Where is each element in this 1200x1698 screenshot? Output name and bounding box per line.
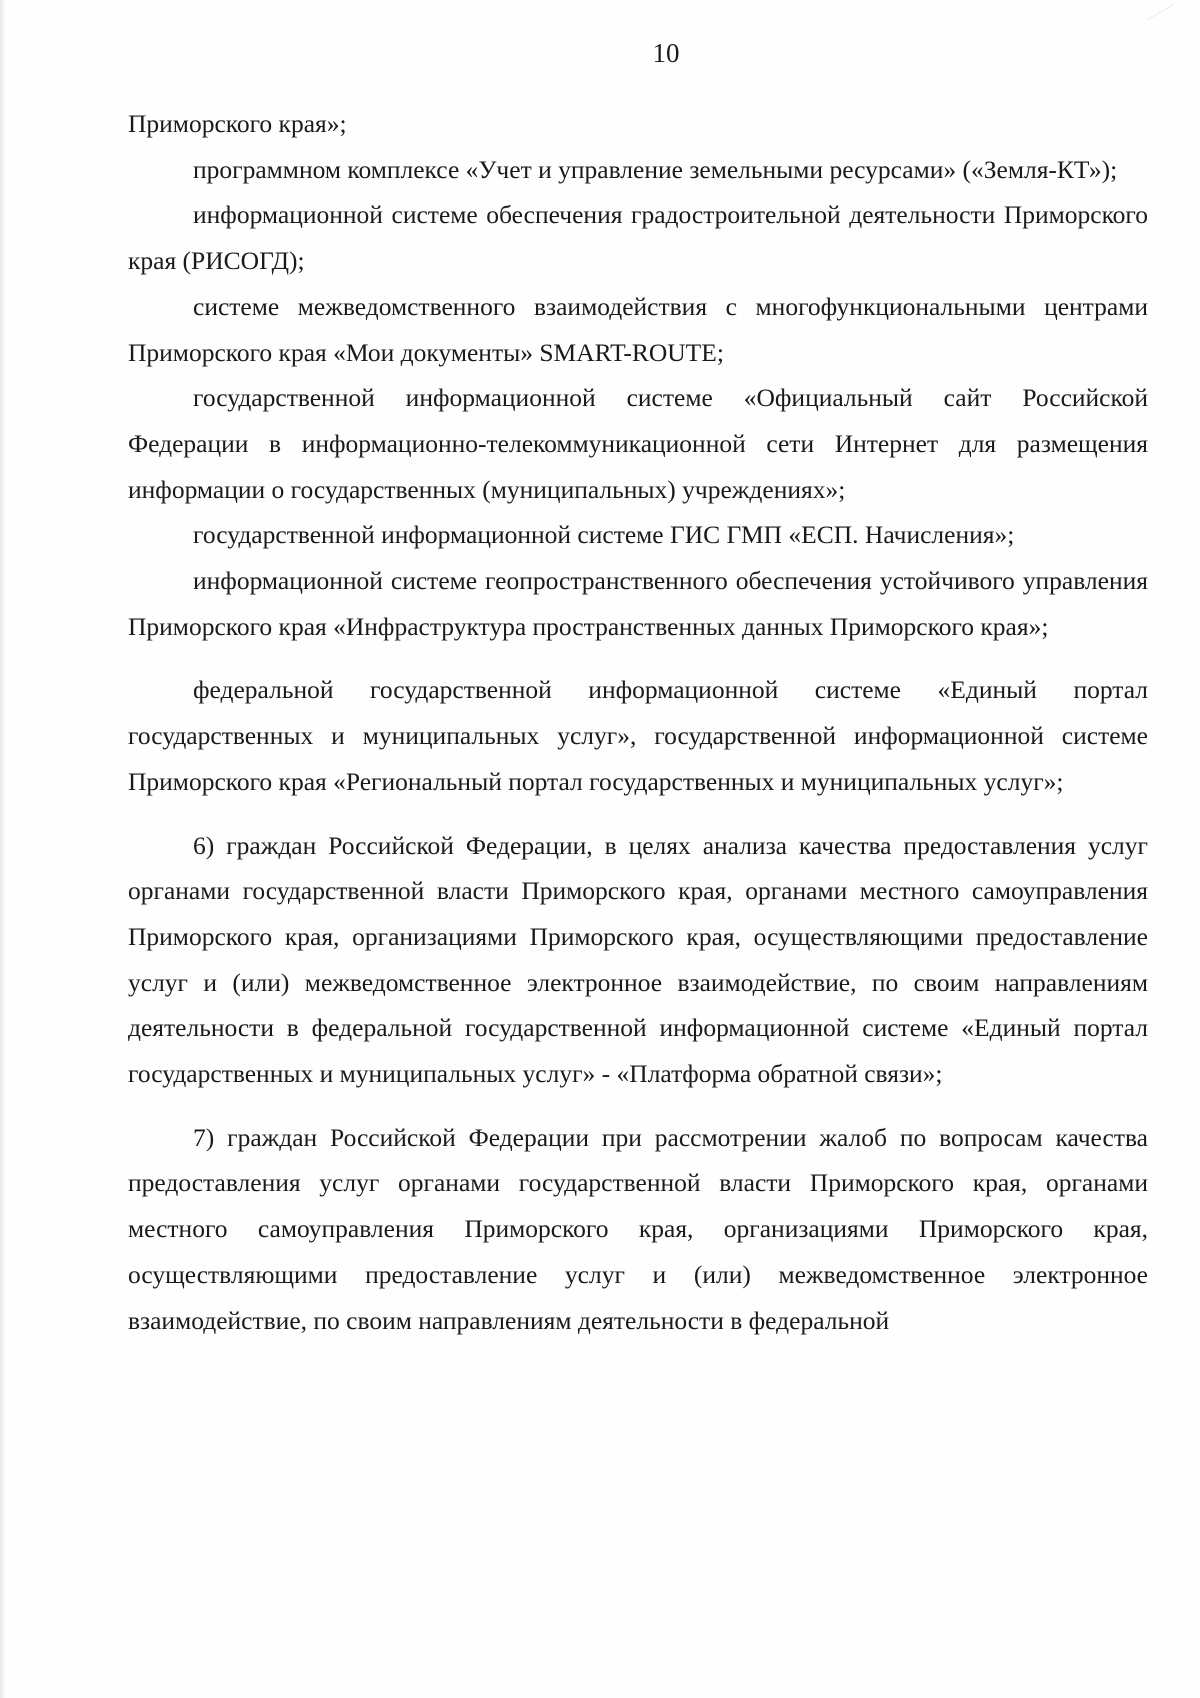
paragraph-item-7: 7) граждан Российской Федерации при рассмотрении жалоб по вопросам качества предоставления услуг органами государственной власти Приморского края, органами местного самоуправления Приморского края, организациями Приморского края, осуществляющими предоставление услуг и (или) межведомственное электронное взаимодействие, по своим направлениям деятельности в федеральной bbox=[128, 1122, 1148, 1335]
paragraph-item-6: 6) граждан Российской Федерации, в целях анализа качества предоставления услуг органами государственной власти Приморского края, органами местного самоуправления Приморского края, организациями Приморского края, осуществляющими предоставление услуг и (или) межведомственное электронное взаимодействие, по своим направлениям деятельности в федеральной государственной информационной системе «Единый портал государственных и муниципальных услуг» - «Платформа обратной связи»; bbox=[128, 830, 1148, 1089]
paragraph-smart-route: системе межведомственного взаимодействия с многофункциональными центрами Приморского края «Мои документы» SMART-ROUTE; bbox=[128, 291, 1148, 367]
document-body bbox=[128, 101, 1148, 1343]
paragraph-continuation: Приморского края»; bbox=[128, 109, 347, 138]
scan-corner-mark bbox=[1147, 4, 1186, 42]
paragraph-unified-portal: федеральной государственной информационной системе «Единый портал государственных и муниципальных услуг», государственной информационной системе Приморского края «Региональный портал государственных и муниципальных услуг»; bbox=[128, 675, 1148, 796]
scan-edge-shadow bbox=[0, 0, 6, 1698]
paragraph-risogd: информационной системе обеспечения градостроительной деятельности Приморского края (РИСОГД); bbox=[128, 200, 1148, 276]
page-number: 10 bbox=[652, 38, 680, 68]
paragraph-official-site: государственной информационной системе «Официальный сайт Российской Федерации в информационно-телекоммуникационной сети Интернет для размещения информации о государственных (муниципальных) учреждениях»; bbox=[128, 383, 1148, 504]
paragraph-gis-gmp: государственной информационной системе ГИС ГМП «ЕСП. Начисления»; bbox=[193, 520, 1015, 550]
paragraph-spatial-data: информационной системе геопространственного обеспечения устойчивого управления Приморского края «Инфраструктура пространственных данных Приморского края»; bbox=[128, 566, 1148, 641]
paragraph-zemlya-kt: программном комплексе «Учет и управление земельными ресурсами» («Земля-КТ»); bbox=[193, 154, 1118, 184]
